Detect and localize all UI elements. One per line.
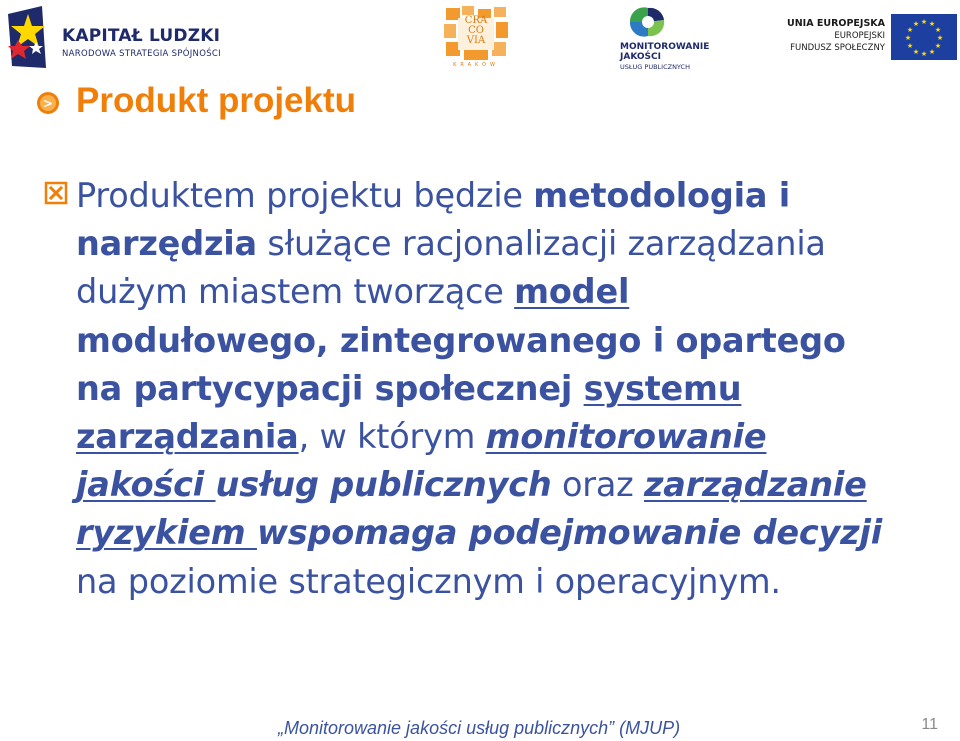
eu-logo [785,14,957,64]
svg-text:★: ★ [906,26,914,34]
monitorowanie-text: MONITOROWANIE JAKOŚCI [620,42,710,62]
body-text-bold-italic-underline: monitorowanie [485,417,767,457]
body-line-8 [76,509,954,557]
kapital-ludzki-title: KAPITAŁ LUDZKI [62,26,221,46]
cracovia-logo [444,6,508,72]
body-text-bold-italic-underline: zarządzanie [644,465,867,505]
monitorowanie-subtitle: USŁUG PUBLICZNYCH [620,63,690,71]
body-line-4: modułowego, zintegrowanego i opartego [76,320,846,360]
body-line-9: na poziomie strategicznym i operacyjnym. [76,561,781,601]
body-text-plain: Produktem projektu będzie [76,176,534,215]
body-line-7 [76,461,954,509]
header-logos [0,0,960,80]
body-text-bold: na partycypacji społecznej [76,368,584,408]
body-text-bold-italic-underline: ryzykiem [76,513,257,553]
body-text-bold-underline: zarządzania [76,417,299,457]
body-text-bold-italic: wspomaga podejmowanie decyzji [256,513,883,553]
body-line-2 [76,220,954,268]
body-text-bold: narzędzia [76,224,257,264]
body-line-1 [76,172,954,220]
body-text-plain: służące racjonalizacji zarządzania [256,224,826,264]
body-text-plain: dużym miastem tworzące [76,272,515,312]
svg-text:★: ★ [934,26,942,34]
kapital-ludzki-subtitle: NARODOWA STRATEGIA SPÓJNOŚCI [62,49,221,59]
kapital-ludzki-star-icon [8,6,56,68]
cracovia-text: CRA CO VIA [464,15,488,46]
body-text-bold-underline: model [514,272,630,312]
page-title: Produkt projektu [76,81,357,120]
body-line-5 [76,365,954,413]
svg-text:★: ★ [906,42,914,50]
footer-text: „Monitorowanie jakości usług publicznych” (MJUP) [278,718,681,738]
monitorowanie-emblem-icon [620,4,676,40]
svg-text:★: ★ [904,34,912,42]
svg-text:★: ★ [920,50,928,58]
body-line-3 [76,268,954,316]
svg-text:★: ★ [934,42,942,50]
eu-flag-icon [891,14,957,60]
checkbox-x-bullet-icon [44,181,68,205]
page-number: 11 [921,716,938,733]
body-text-bold-underline: systemu [583,368,742,408]
svg-text:★: ★ [912,48,920,56]
body-text-bold-italic-underline: jakości [76,465,216,505]
svg-text:★: ★ [912,20,920,28]
body-text-bold: metodologia i [533,176,791,215]
svg-text:★: ★ [920,18,928,26]
body-paragraph [76,172,954,606]
body-text-plain: oraz [551,465,644,505]
svg-text:★: ★ [928,48,936,56]
body-text-plain: , w którym [298,417,486,457]
body-line-6 [76,413,954,461]
title-bullet-icon [36,91,60,115]
svg-text:>: > [42,96,54,111]
monitorowanie-logo [614,4,734,74]
eu-line-2: EUROPEJSKI [834,31,885,41]
svg-text:★: ★ [936,34,944,42]
svg-text:★: ★ [928,20,936,28]
body-text-bold-italic: usług publicznych [215,465,552,505]
cracovia-subtitle: KRAKÓW [453,62,499,68]
eu-line-3: FUNDUSZ SPOŁECZNY [790,43,885,53]
eu-line-1: UNIA EUROPEJSKA [787,18,885,29]
kapital-ludzki-logo [8,6,228,68]
